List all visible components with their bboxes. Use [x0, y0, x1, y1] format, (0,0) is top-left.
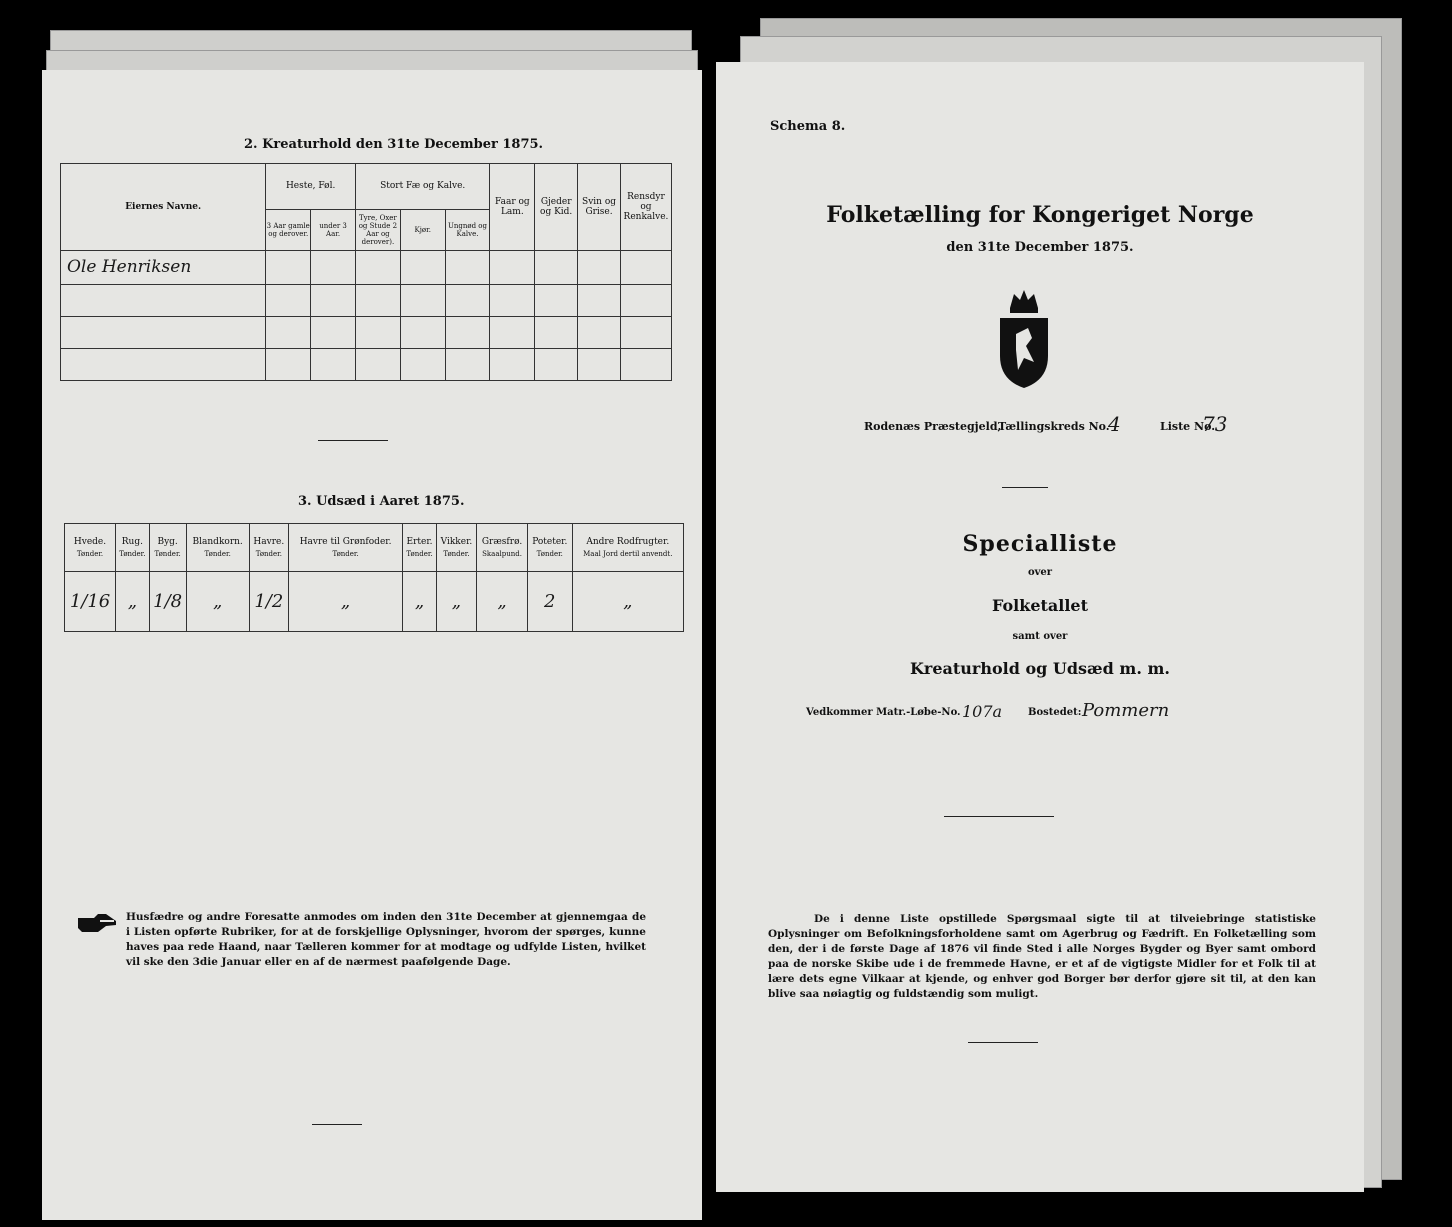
seed-unit-label: Tønder. — [255, 550, 282, 558]
kreaturhold-title: Kreaturhold og Udsæd m. m. — [910, 659, 1170, 678]
matr-label: Vedkommer Matr.-Løbe-No. — [806, 707, 961, 718]
seed-value: 1/2 — [254, 591, 284, 612]
sheep-header: Faar og Lam. — [490, 164, 535, 251]
livestock-table — [60, 163, 672, 381]
left-page — [42, 70, 702, 1220]
seed-crop-label: Hvede. — [73, 537, 107, 547]
matr-value: 107a — [962, 702, 1003, 721]
date-line: den 31te December 1875. — [946, 240, 1134, 255]
divider — [944, 816, 1054, 817]
seed-value: 2 — [544, 591, 556, 612]
cattle-sub2: Kjør. — [400, 209, 445, 250]
seed-header-cell — [527, 524, 572, 572]
seed-header-cell — [116, 524, 150, 572]
horse-sub1: 3 Aar gamle og derover. — [266, 209, 311, 250]
owner-name: Ole Henriksen — [67, 257, 192, 278]
divider — [968, 1042, 1038, 1043]
seed-value: „ — [212, 591, 223, 612]
specialliste-title: Specialliste — [962, 531, 1118, 557]
footer-text: De i denne Liste opstillede Spørgsmaal sigte til at tilveiebringe statistiske Oplysninger om Befolkningsforholdene samt om Agerbrug og Fædrift. En Folketælling som den, der i de første Dage af 1876 vil finde Sted i alle Norges Bygder og Byer samt ombord paa de norske Skibe ude i de fremmede Havne, er et af de vigtigste Midler for et Folk til at lære dets egne Vilkaar at kjende, og enhver god Borger bør derfor gjøre sit til, at den kan blive saa nøiagtig og fuldstændig som muligt. — [768, 913, 1316, 1000]
main-title: Folketælling for Kongeriget Norge — [826, 202, 1254, 228]
seed-value-cell — [65, 572, 116, 632]
seed-unit-label: Tønder. — [443, 550, 470, 558]
reindeer-header: Rensdyr og Renkalve. — [620, 164, 671, 251]
seed-crop-label: Byg. — [157, 537, 178, 547]
seed-value: 1/8 — [153, 591, 183, 612]
divider — [1002, 487, 1048, 488]
seed-value: „ — [451, 591, 462, 612]
cattle-header: Stort Fæ og Kalve. — [355, 164, 489, 210]
seed-header-cell — [477, 524, 528, 572]
seed-value: „ — [127, 591, 138, 612]
seed-unit-label: Tønder. — [332, 550, 359, 558]
seed-header-cell — [149, 524, 186, 572]
seed-crop-label: Rug. — [121, 537, 143, 547]
seed-value-cell — [116, 572, 150, 632]
seed-crop-label: Havre til Grønfoder. — [299, 537, 392, 547]
notice-text: Husfædre og andre Foresatte anmodes om inden den 31te December at gjennemgaa de i Listen opførte Rubriker, for at de forskjellige Oplysninger, hvorom der spørges, kunne haves paa rede Haand, naar Tælleren kommer for at modtage og udfylde Listen, hvilket vil ske den 3die Januar eller en af de nærmest paafølgende Dage. — [126, 911, 646, 968]
divider — [318, 440, 388, 441]
district-value: 4 — [1108, 412, 1121, 436]
pigs-header: Svin og Grise. — [578, 164, 621, 251]
section3-title: 3. Udsæd i Aaret 1875. — [298, 494, 465, 509]
seed-header-cell — [436, 524, 476, 572]
divider — [312, 1124, 362, 1125]
horse-sub2: under 3 Aar. — [311, 209, 356, 250]
seed-unit-label: Tønder. — [204, 550, 231, 558]
seed-unit-label: Tønder. — [76, 550, 104, 558]
seed-header-cell — [403, 524, 437, 572]
seed-unit-label: Skaalpund. — [482, 550, 522, 558]
samt-over-text: samt over — [1012, 631, 1068, 642]
seed-value-cell — [477, 572, 528, 632]
seed-header-cell — [186, 524, 249, 572]
seed-table — [64, 523, 684, 632]
seed-header-cell — [249, 524, 288, 572]
seed-header-cell — [65, 524, 116, 572]
seed-value: „ — [623, 591, 633, 612]
owner-name-cell — [61, 250, 266, 284]
right-page — [716, 62, 1364, 1192]
list-value: 73 — [1202, 412, 1228, 436]
seed-value-cell — [249, 572, 288, 632]
schema-label: Schema 8. — [770, 119, 846, 134]
pointing-hand-icon — [76, 912, 118, 934]
seed-value-cell — [186, 572, 249, 632]
parish-label: Rodenæs Præstegjeld, — [864, 420, 1002, 433]
list-label: Liste No. — [1160, 420, 1216, 433]
owner-column-header: Eiernes Navne. — [61, 164, 266, 251]
seed-value: „ — [497, 591, 507, 612]
seed-unit-label: Tønder. — [536, 550, 563, 558]
seed-unit-label: Tønder. — [119, 550, 146, 558]
section2-title: 2. Kreaturhold den 31te December 1875. — [244, 137, 544, 152]
over-text: over — [1027, 567, 1053, 578]
seed-value-cell — [572, 572, 683, 632]
seed-crop-label: Poteter. — [532, 537, 568, 547]
seed-value: 1/16 — [69, 591, 111, 612]
horses-header: Heste, Føl. — [266, 164, 356, 210]
seed-value: „ — [414, 591, 425, 612]
seed-crop-label: Vikker. — [440, 537, 473, 547]
seed-value-cell — [436, 572, 476, 632]
seed-unit-label: Maal Jord dertil anvendt. — [583, 550, 673, 558]
seed-unit-label: Tønder. — [154, 550, 181, 558]
seed-crop-label: Blandkorn. — [192, 537, 243, 547]
seed-header-cell — [288, 524, 402, 572]
bostedet-value: Pommern — [1082, 700, 1170, 721]
bostedet-label: Bostedet: — [1028, 707, 1082, 718]
coat-of-arms-icon — [992, 286, 1056, 390]
seed-value-cell — [288, 572, 402, 632]
cattle-sub1: Tyre, Oxer og Stude 2 Aar og derover). — [355, 209, 400, 250]
seed-header-cell — [572, 524, 683, 572]
seed-value-cell — [403, 572, 437, 632]
goats-header: Gjeder og Kid. — [535, 164, 578, 251]
seed-crop-label: Havre. — [253, 537, 285, 547]
seed-value: „ — [340, 591, 351, 612]
district-label: Tællingskreds No. — [998, 420, 1110, 433]
seed-unit-label: Tønder. — [406, 550, 433, 558]
seed-crop-label: Andre Rodfrugter. — [586, 537, 670, 547]
seed-crop-label: Græsfrø. — [481, 537, 523, 547]
seed-value-cell — [149, 572, 186, 632]
seed-crop-label: Erter. — [406, 537, 433, 547]
cattle-sub3: Ungnød og Kalve. — [445, 209, 490, 250]
seed-value-cell — [527, 572, 572, 632]
folketallet-title: Folketallet — [992, 596, 1088, 615]
